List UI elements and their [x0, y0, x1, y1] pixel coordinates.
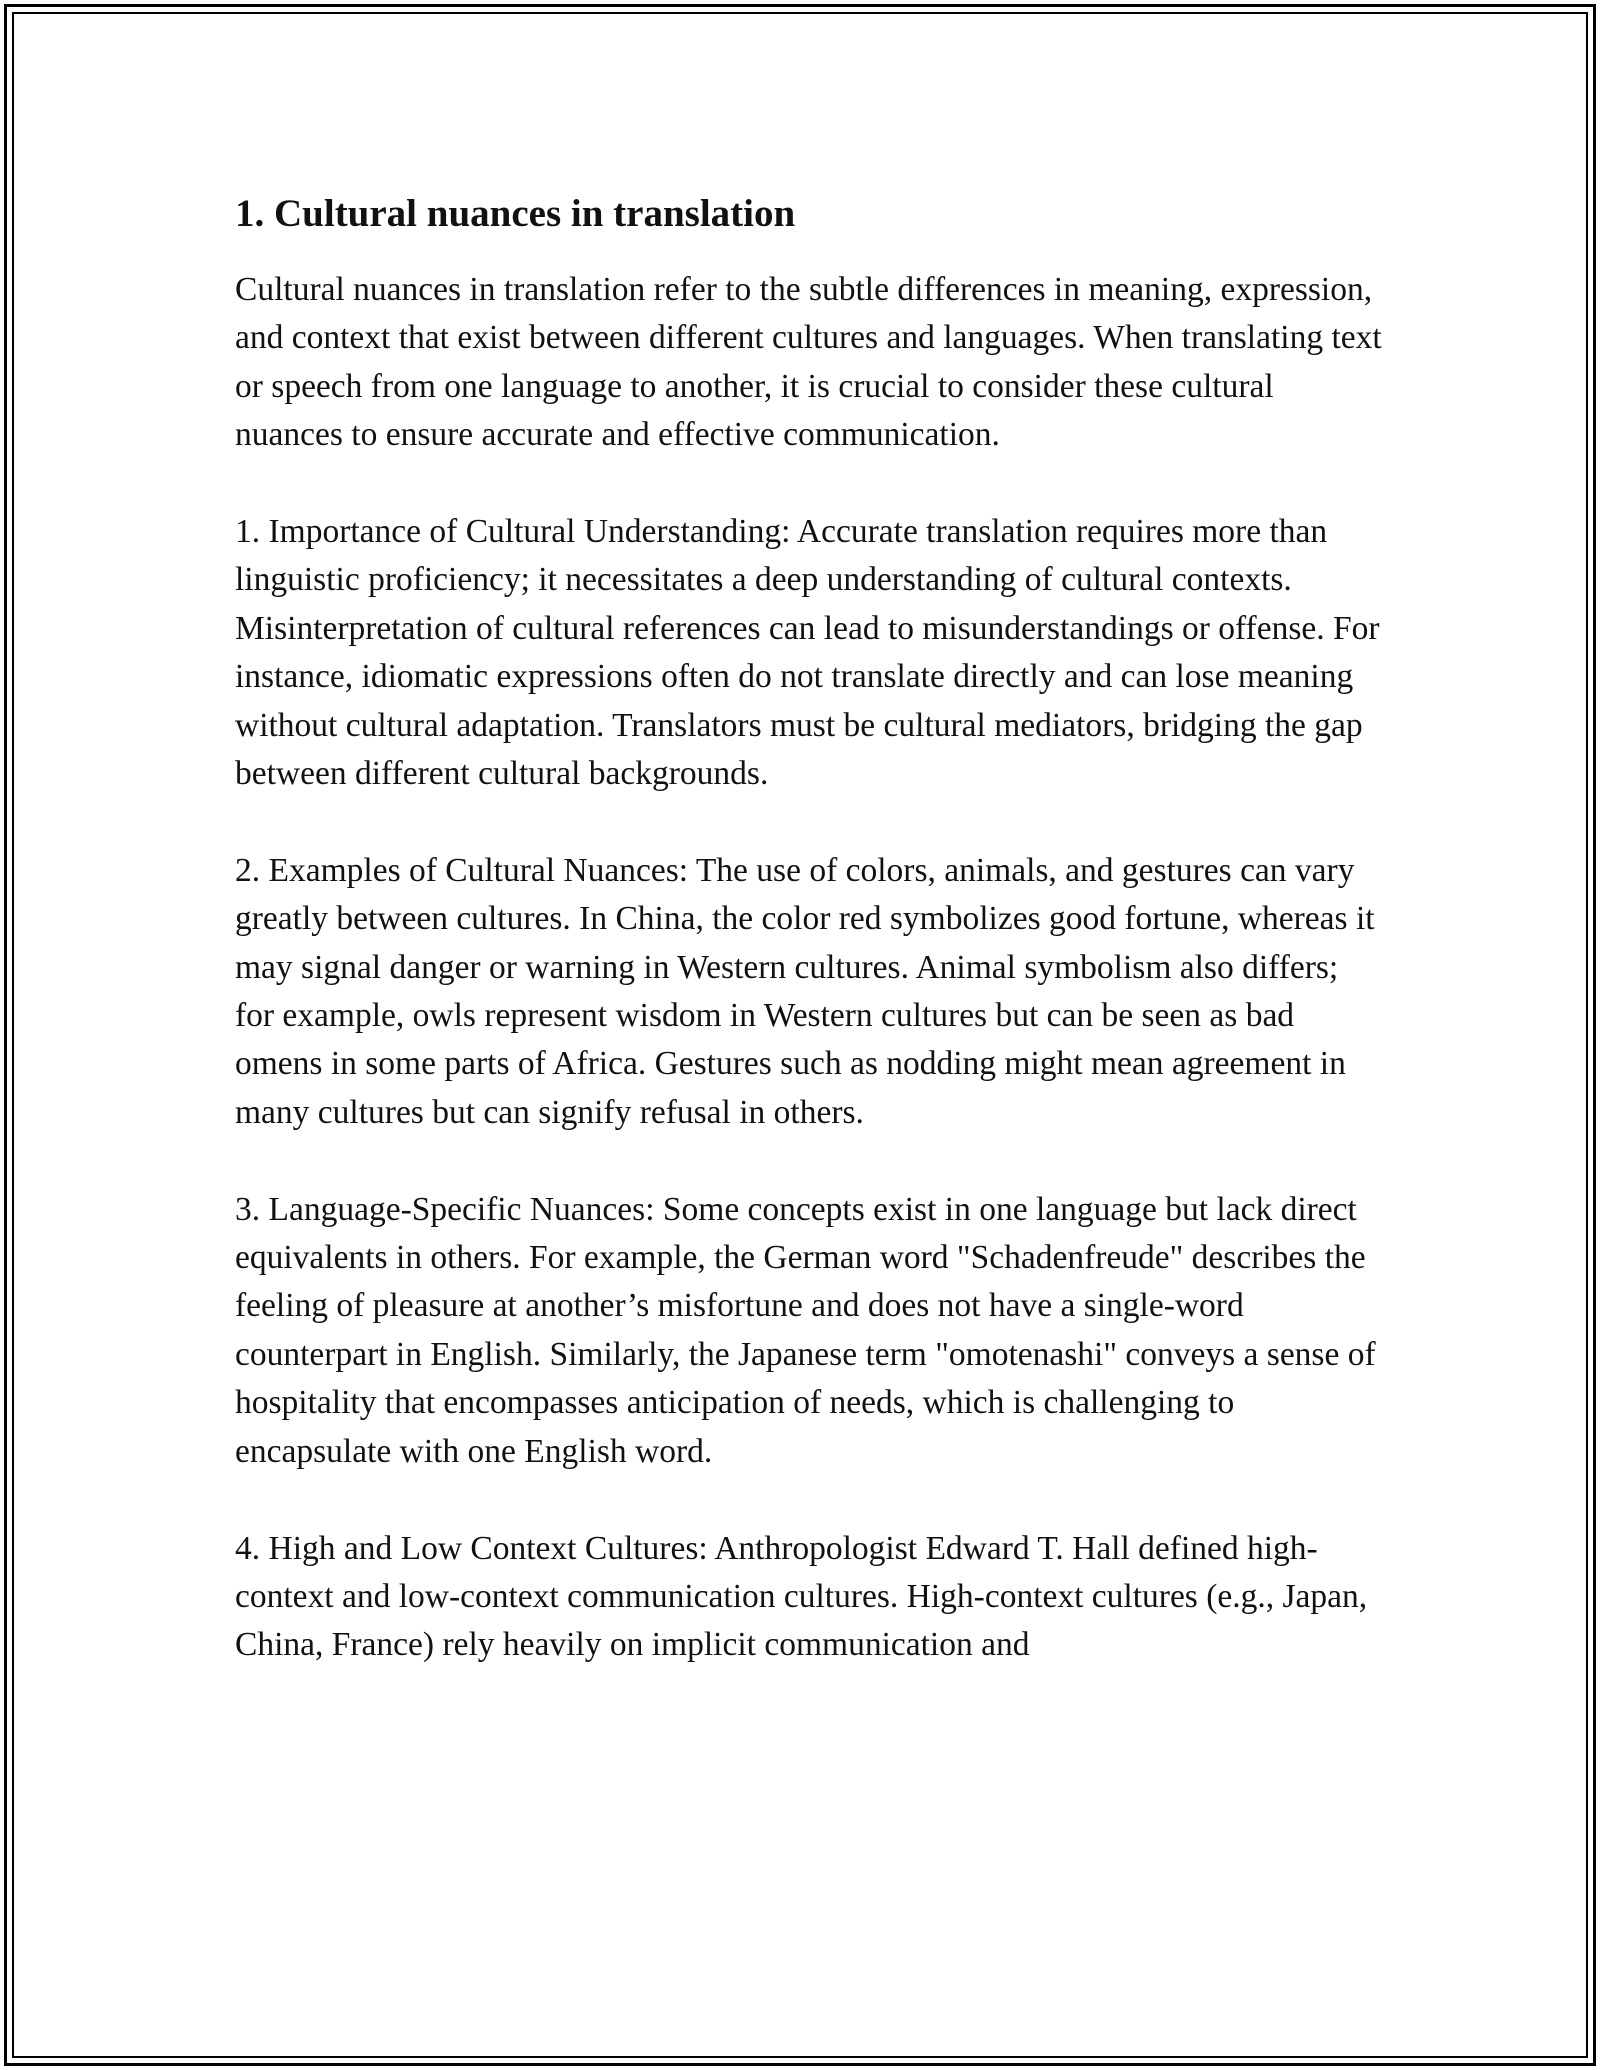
paragraph-high-low-context: 4. High and Low Context Cultures: Anthropologist Edward T. Hall defined high-context and low-context communication cultures. High-context cultures (e.g., Japan, China, France) rely heavily on implicit communication and: [235, 1529, 1368, 1664]
paragraph-examples-of-nuances: 2. Examples of Cultural Nuances: The use of colors, animals, and gestures can vary greatly between cultures. In China, the color red symbolizes good fortune, whereas it may signal danger or warning in Western cultures. Animal symbolism also differs; for example, owls represent wisdom in Western cultures but can be seen as bad omens in some parts of Africa. Gestures such as nodding might mean agreement in many cultures but can signify refusal in others.: [235, 851, 1375, 1131]
paragraph-language-specific-nuances: 3. Language-Specific Nuances: Some concepts exist in one language but lack direct equivalents in others. For example, the German word "Schadenfreude" describes the feeling of pleasure at another’s misfortune and does not have a single-word counterpart in English. Similarly, the Japanese term "omotenashi" conveys a sense of hospitality that encompasses anticipation of needs, which is challenging to encapsulate with one English word.: [235, 1190, 1376, 1470]
intro-paragraph: Cultural nuances in translation refer to the subtle differences in meaning, expression, and context that exist between different cultures and languages. When translating text or speech from one language to another, it is crucial to consider these cultural nuances to ensure accurate and effective communication.: [235, 271, 1382, 454]
paragraph-cultural-understanding: 1. Importance of Cultural Understanding: Accurate translation requires more than linguistic proficiency; it necessitates a deep understanding of cultural contexts. Misinterpretation of cultural references can lead to misunderstandings or offense. For instance, idiomatic expressions often do not translate directly and can lose meaning without cultural adaptation. Translators must be cultural mediators, bridging the gap between different cultural backgrounds.: [235, 513, 1380, 793]
document-body: [235, 188, 1385, 1718]
section-heading: 1. Cultural nuances in translation: [235, 192, 796, 235]
